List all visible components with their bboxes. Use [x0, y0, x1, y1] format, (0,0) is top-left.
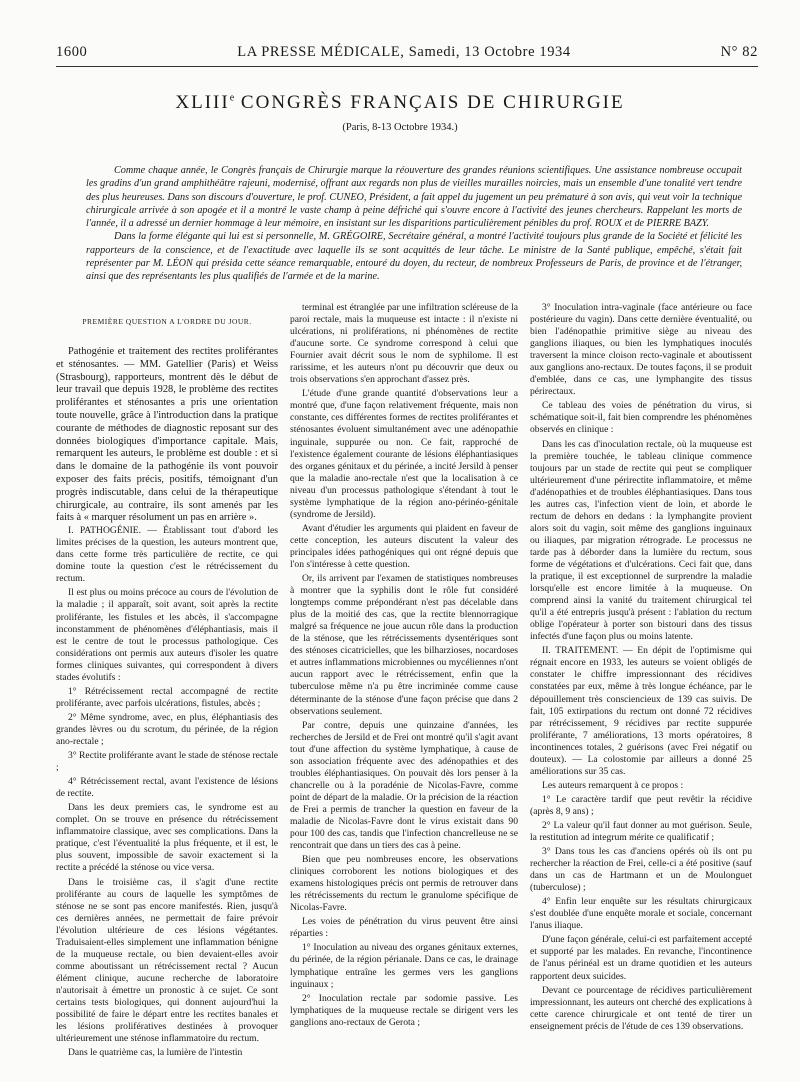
body-paragraph: Dans le troisième cas, il s'agit d'une rectite proliférante au cours de laquelle les symptômes de sténose ne se sont pas encore manifestés. Rien, jusqu'à ces dernières années, ne permettait de faire prévoir l'évolution ultérieure de ces lésions végétantes. Traduisaient-elles simplement une inflammation bénigne de la muqueuse rectale, ou bien devaient-elles avoir comme aboutissant un rétrécissement rectal ? Aucun élément clinique, aucune recherche de laboratoire n'autorisait à émettre un pronostic à ce sujet. Ce sont certains tests biologiques, qui donnent aujourd'hui la possibilité de faire le départ entre les rectites banales et les lésions prolifératives destinées à provoquer ultérieurement une sténose inflammatoire du rectum.: [56, 876, 278, 1045]
column-3: [530, 302, 752, 1035]
body-paragraph: 1° Le caractère tardif que peut revêtir la récidive (après 8, 9 ans) ;: [530, 793, 752, 817]
column-1-body: [56, 525, 278, 1059]
body-paragraph: 4° Enfin leur enquête sur les résultats chirurgicaux s'est doublée d'une enquête morale et sociale, concernant l'anus iliaque.: [530, 896, 752, 932]
body-paragraph: Ce tableau des voies de pénétration du virus, si schématique soit-il, fait bien comprendre les phénomènes observés en clinique :: [530, 400, 752, 436]
column-1: [56, 312, 278, 1061]
body-paragraph: 4° Rétrécissement rectal, avant l'existence de lésions de rectite.: [56, 776, 278, 800]
body-paragraph: Devant ce pourcentage de récidives particulièrement impressionnant, les auteurs ont cherché des explications à cette carence chirurgicale et ont tenté de tirer un enseignement précis de l'étude de ces 139 observations.: [530, 984, 752, 1032]
body-paragraph: Il est plus ou moins précoce au cours de l'évolution de la maladie ; il apparaît, soit avant, soit après la rectite proliférante, les fistules et les abcès, il s'accompagne inconstamment de phénomènes d'éléphantiasis, mais il est le centre de tout le processus pathologique. Ces considérations ont permis aux auteurs d'isoler les quatre formes cliniques suivantes, qui correspondent à divers stades évolutifs :: [56, 587, 278, 683]
body-paragraph: 2° Même syndrome, avec, en plus, éléphantiasis des grandes lèvres ou du scrotum, du périnée, de la région ano-rectale ;: [56, 711, 278, 747]
intro-paragraph: Dans la forme élégante qui lui est si personnelle, M. GRÉGOIRE, Secrétaire général, a montré l'activité toujours plus grande de la Société et félicité les rapporteurs de la conscience, et de l'exactitude avec laquelle ils se sont acquittés de leur tâche. Le ministre de la Santé publique, empêché, s'était fait représenter par M. LÉON qui présida cette séance remarquable, entouré du doyen, du recteur, de nombreux Professeurs de Paris, de province et de l'étranger, ainsi que des représentants les plus qualifiés de l'armée et de la marine.: [86, 231, 742, 283]
body-paragraph: Avant d'étudier les arguments qui plaident en faveur de cette conception, les auteurs discutent la valeur des principales idées pathogéniques qui ont régné depuis que l'on s'intéresse à cette question.: [290, 522, 518, 570]
introduction: [86, 164, 742, 284]
body-paragraph: L'étude d'une grande quantité d'observations leur a montré que, d'une façon relativement fréquente, mais non constante, ces différentes formes de rectites proliférantes et sténosantes évoluent simultanément avec une adénopathie inguinale, suppurée ou non. Ce fait, rapproché de l'existence également courante de lésions éléphantiasiques des organes génitaux et du périnée, a incité Jersild à penser que la maladie ano-rectale n'est que la localisation à ce niveau d'un processus pathologique s'étendant à tout le système lymphatique de la région ano-périnéo-génitale (syndrome de Jersild).: [290, 388, 518, 520]
body-paragraph: Les auteurs remarquent à ce propos :: [542, 779, 684, 791]
body-paragraph: 2° La valeur qu'il faut donner au mot guérison. Seule, la restitution ad integrum mérite ce qualificatif ;: [530, 819, 752, 844]
issue-number: N° 82: [720, 44, 758, 60]
body-paragraph: Bien que peu nombreuses encore, les observations cliniques corroborent les notions biologiques et des examens histologiques précis ont permis de retrouver dans les rétrécissements du rectum le granulome spécifique de Nicolas-Favre.: [290, 854, 518, 914]
body-paragraph: 1° Rétrécissement rectal accompagné de rectite proliférante, avec parfois ulcérations, fistules, abcès ;: [56, 685, 278, 709]
column-2: [290, 302, 518, 1031]
body-paragraph: Dans le quatrième cas, la lumière de l'intestin: [68, 1047, 243, 1059]
journal-running-title: LA PRESSE MÉDICALE, Samedi, 13 Octobre 1934: [237, 44, 571, 60]
body-paragraph: 3° Inoculation intra-vaginale (face antérieure ou face postérieure du vagin). Dans cette dernière éventualité, ou bien l'adénopathie primitive siège au niveau des ganglions iliaques, ou bien les lymphatiques inoculés traversent la mince cloison recto-vaginale et aboutissent aux ganglions ano-rectaux. De toutes façons, il se produit d'emblée, dans ce cas, une lymphangite des tissus périrectaux.: [530, 302, 752, 398]
body-paragraph: 3° Dans tous les cas d'anciens opérés où ils ont pu rechercher la réaction de Frei, celle-ci a été positive (sauf dans un cas de Hartmann et un de Moulonguet (tuberculose) ;: [530, 846, 752, 894]
page-header: [56, 44, 758, 64]
body-paragraph: II. TRAITEMENT. — En dépit de l'optimisme qui régnait encore en 1933, les auteurs se voient obligés de constater le chiffre impressionnant des récidives constatées par eux, même à très longue échéance, par le dépouillement très consciencieux de 139 cas suivis. De fait, 105 extirpations du rectum ont donné 72 récidives par rétrécissement, 9 récidives par rectite suppurée proliférante, 7 améliorations, 13 morts opératoires, 8 incontinences totales, 2 guérisons (avec Frei négatif ou douteux). — La colostomie par ailleurs a donné 25 améliorations sur 35 cas.: [530, 645, 752, 777]
body-paragraph: 2° Inoculation rectale par sodomie passive. Les lymphatiques de la muqueuse rectale se dirigent vers les ganglions ano-rectaux de Gerota ;: [290, 992, 518, 1028]
body-paragraph: Les voies de pénétration du virus peuvent être ainsi réparties :: [290, 916, 518, 940]
page-number: 1600: [56, 44, 88, 60]
report-opening: Pathogénie et traitement des rectites proliférantes et sténosantes. — MM. Gatellier (Paris) et Weiss (Strasbourg), rapporteurs, montrent dès le début de leur travail que depuis 1928, le problème des rectites proliférantes et sténosantes a pris une orientation toute nouvelle, grâce à l'introduction dans la pratique courante de méthodes de diagnostic reposant sur des données biologiques d'importance capitale. Mais, remarquent les auteurs, le problème est double : et si dans le domaine de la pathogénie ils vont pouvoir exposer des faits précis, positifs, témoignant d'un progrès indiscutable, dans celui de la thérapeutique chirurgicale, au contraire, ils sont amenés par les faits à « marquer résolument un pas en arrière ».: [56, 346, 278, 524]
body-paragraph: 1° Inoculation au niveau des organes génitaux externes, du périnée, de la région périanale. Dans ce cas, le drainage lymphatique entraîne les germes vers les ganglions inguinaux ;: [290, 942, 518, 990]
body-paragraph: Dans les deux premiers cas, le syndrome est au complet. On se trouve en présence du rétrécissement inflammatoire classique, avec ses complications. Dans la pratique, c'est l'éventualité la plus fréquente, et il est, le plus souvent, impossible de savoir exactement si la rectite a précédé la sténose ou vice versa.: [56, 802, 278, 874]
body-paragraph: terminal est étranglée par une infiltration scléreuse de la paroi rectale, mais la muqueuse est intacte : il n'existe ni ulcérations, ni proliférations, ni phénomènes de rectite d'aucune sorte. Ce syndrome correspond à celui que Fournier avait décrit sous le nom de syphilome. Il est rarissime, et les auteurs n'ont pu découvrir que deux ou trois observations s'en approchant d'assez près.: [290, 302, 518, 386]
body-paragraph: 3° Rectite proliférante avant le stade de sténose rectale ;: [56, 750, 279, 774]
intro-paragraph: Comme chaque année, le Congrès français de Chirurgie marque la réouverture des grandes réunions scientifiques. Une assistance nombreuse occupait les gradins d'un grand amphithéâtre rajeuni, modernisé, offrant aux regards non plus de vieilles murailles noircies, mais un ensemble d'une tonalité vert tendre des plus heureuses. Dans son discours d'ouverture, le prof. CUNEO, Président, a fait appel du jugement un peu prématuré à son avis, qui veut voir la technique chirurgicale arrivée à son apogée et il a montré le vaste champ à peine défriché qui s'ouvre encore à l'activité des jeunes chercheurs. Rappelant les morts de l'année, il a adressé un dernier hommage à leur mémoire, en insistant sur les disparitions particulièrement pénibles du prof. ROUX et de PIERRE BAZY.: [86, 165, 742, 230]
body-paragraph: D'une façon générale, celui-ci est parfaitement accepté et supporté par les malades. En revanche, l'incontinence de l'anus périnéal est un drame quotidien et les auteurs rapportent deux suicides.: [530, 934, 752, 982]
body-paragraph: Par contre, depuis une quinzaine d'années, les recherches de Jersild et de Frei ont montré qu'il s'agit avant tout d'une affection du système lymphatique, à cause de son association fréquente avec des adénopathies et des troubles éléphantiasiques. On pouvait dès lors penser à la chancrelle ou à la poradénie de Nicolas-Favre, comme point de départ de la maladie. Or la précision de la réaction de Frei a permis de trancher la question en faveur de la maladie de Nicolas-Favre dont le virus existait dans 90 pour 100 des cas, tandis que l'infection chancrelleuse ne se rencontrait que dans un tiers des cas à peine.: [290, 719, 518, 852]
body-paragraph: Dans les cas d'inoculation rectale, où la muqueuse est la première touchée, le tableau clinique commence toujours par un stade de rectite qui peut se compliquer ultérieurement d'une périrectite inflammatoire, et même d'adénopathies et de troubles éléphantiasiques. Dans tous les autres cas, l'infection vient de loin, et aborde le rectum de dehors en dedans : la lymphangite provient alors soit du vagin, soit même des ganglions inguinaux ou iliaques, par migration rétrograde. Le processus ne tarde pas à déborder dans la lumière du rectum, sous forme de végétations et d'ulcérations. Ceci fait que, dans la pratique, il est exceptionnel de surprendre la maladie lorsqu'elle est encore limitée à la muqueuse. On comprend ainsi la vanité du traitement chirurgical tel qu'il a été entrepris jusqu'à présent : l'ablation du rectum oblige l'opérateur à porter son bistouri dans des tissus infectés d'une façon plus ou moins latente.: [530, 438, 752, 643]
congress-subtitle: (Paris, 8-13 Octobre 1934.): [342, 122, 458, 133]
section-heading: PREMIÈRE QUESTION A L'ORDRE DU JOUR.: [82, 317, 252, 326]
body-paragraph: I. PATHOGÉNIE. — Établissant tout d'abord les limites précises de la question, les auteurs montrent que, dans cette forme très particulière de rectite, ce qui domine toute la question c'est le rétrécissement du rectum.: [56, 525, 278, 585]
congress-title: XLIIIe CONGRÈS FRANÇAIS DE CHIRURGIE: [175, 92, 625, 113]
header-rule: [56, 66, 758, 67]
body-paragraph: Or, ils arrivent par l'examen de statistiques nombreuses à montrer que la syphilis dont le rôle fut considéré longtemps comme prépondérant n'est pas décelable dans plus de la moitié des cas, que la rectite blennorragique malgré sa fréquence ne joue aucun rôle dans la production de la sténose, que les rétrécissements dysentériques sont des sténoses cicatricielles, que les bilharzioses, nocardoses et autres inflammations microbiennes ou mycéliennes n'ont aucun rapport avec le rétrécissement, enfin que la tuberculose même n'a pu être incriminée comme cause déterminante de la sténose d'une façon précise que dans 2 observations seulement.: [290, 573, 518, 717]
